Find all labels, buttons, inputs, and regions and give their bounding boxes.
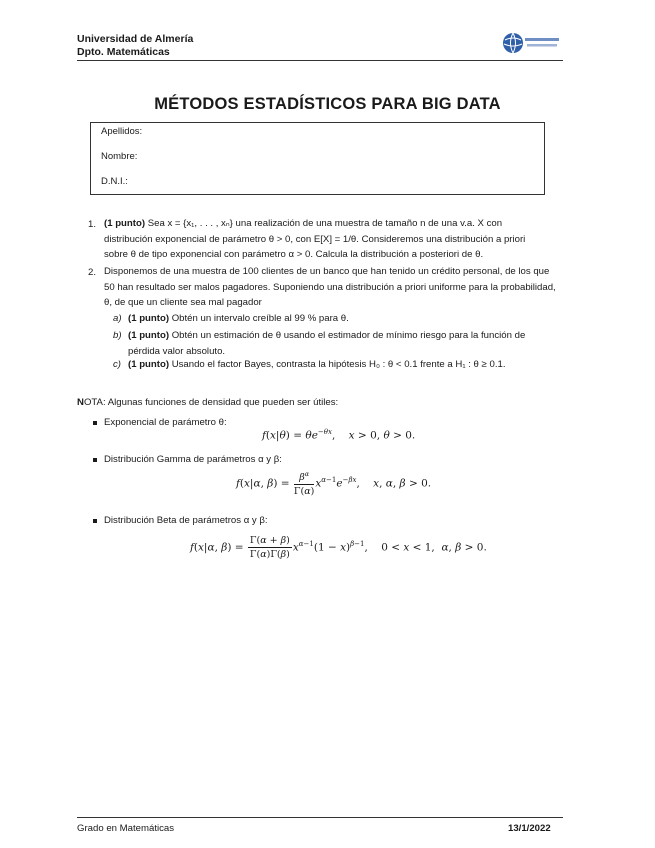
problem-1-number: 1. [88,219,97,230]
department-name: Dpto. Matemáticas [77,46,170,58]
globe-icon [503,33,523,53]
university-logo [500,30,564,56]
problem-1-line-1: (1 punto) Sea x = {x₁, . . . , xₙ} una realización de una muestra de tamaño n de una v.a. X con [104,218,503,229]
footer-rule [77,817,563,818]
university-name: Universidad de Almería [77,33,194,45]
bullet-dot [93,421,97,425]
problem-1 [104,216,564,263]
exponential-formula: $f(x|\theta) = \theta e^{-\theta x}$, x > 0, θ > 0. [262,428,416,442]
footer-program: Grado en Matemáticas [77,823,175,834]
subitem-a: (1 punto) Obtén un intervalo creíble al 99 % para θ. [128,313,349,324]
problem-2-line-3: θ, de que un cliente sea mal pagador [104,297,262,309]
footer-date: 13/1/2022 [508,823,551,834]
dni-label: D.N.I.: [101,176,128,187]
surname-label: Apellidos: [101,126,143,137]
gamma-label: Distribución Gamma de parámetros α y β: [104,454,282,465]
problem-1-line-2: distribución exponencial de parámetro θ > 0, con E[X] = 1/θ. Consideremos una distribución a priori [104,233,526,245]
exponential-label: Exponencial de parámetro θ: [104,417,227,428]
bullet-dot [93,519,97,523]
name-label: Nombre: [101,151,138,162]
student-id-box [90,122,545,195]
beta-label: Distribución Beta de parámetros α y β: [104,515,268,526]
subitem-b-label: b) [113,330,122,341]
subitem-c-label: c) [113,359,121,370]
problem-2 [104,264,564,311]
subitem-c: (1 punto) Usando el factor Bayes, contrasta la hipótesis H₀ : θ < 0.1 frente a H₁ : θ ≥ 0.1. [128,359,506,370]
beta-formula: f(x|α, β) = $\frac{\Gamma(\alpha + \beta)}{\Gamma(\alpha)\Gamma(\beta)}$ $x^{\alpha-1}(1 - x)^{\beta-1}$, 0 < x < 1, α, β > 0. [190,535,487,560]
bullet-dot [93,458,97,462]
subitem-b-points: (1 punto) [128,330,170,341]
subitem-a-label: a) [113,313,122,324]
problem-2-line-2: 50 han resultado ser malos pagadores. Suponiendo una distribución a priori uniforme para la probabilidad, [104,281,556,293]
header-rule [77,60,563,61]
gamma-formula: f(x|α, β) = $\frac{\beta^\alpha}{\Gamma(\alpha)}$ $x^{\alpha-1}e^{-\beta x}$, x, α, β > 0. [236,470,432,498]
problem-1-points: (1 punto) [104,218,146,229]
problem-2-number: 2. [88,267,97,278]
note-heading: NOTA: Algunas funciones de densidad que pueden ser útiles: [77,397,339,408]
problem-2-line-1: Disponemos de una muestra de 100 clientes de un banco que han tenido un crédito personal, de los que [104,266,550,277]
subitem-a-points: (1 punto) [128,313,170,324]
subitem-b: (1 punto) Obtén un estimación de θ usando el estimador de mínimo riesgo para la función de pérdida valor absoluto. [128,330,526,357]
exam-title: MÉTODOS ESTADÍSTICOS PARA BIG DATA [154,95,501,113]
subitem-c-points: (1 punto) [128,359,170,370]
problem-1-line-3: sobre θ de tipo exponencial con parámetro α > 0. Calcula la distribución a posteriori de θ. [104,249,484,261]
